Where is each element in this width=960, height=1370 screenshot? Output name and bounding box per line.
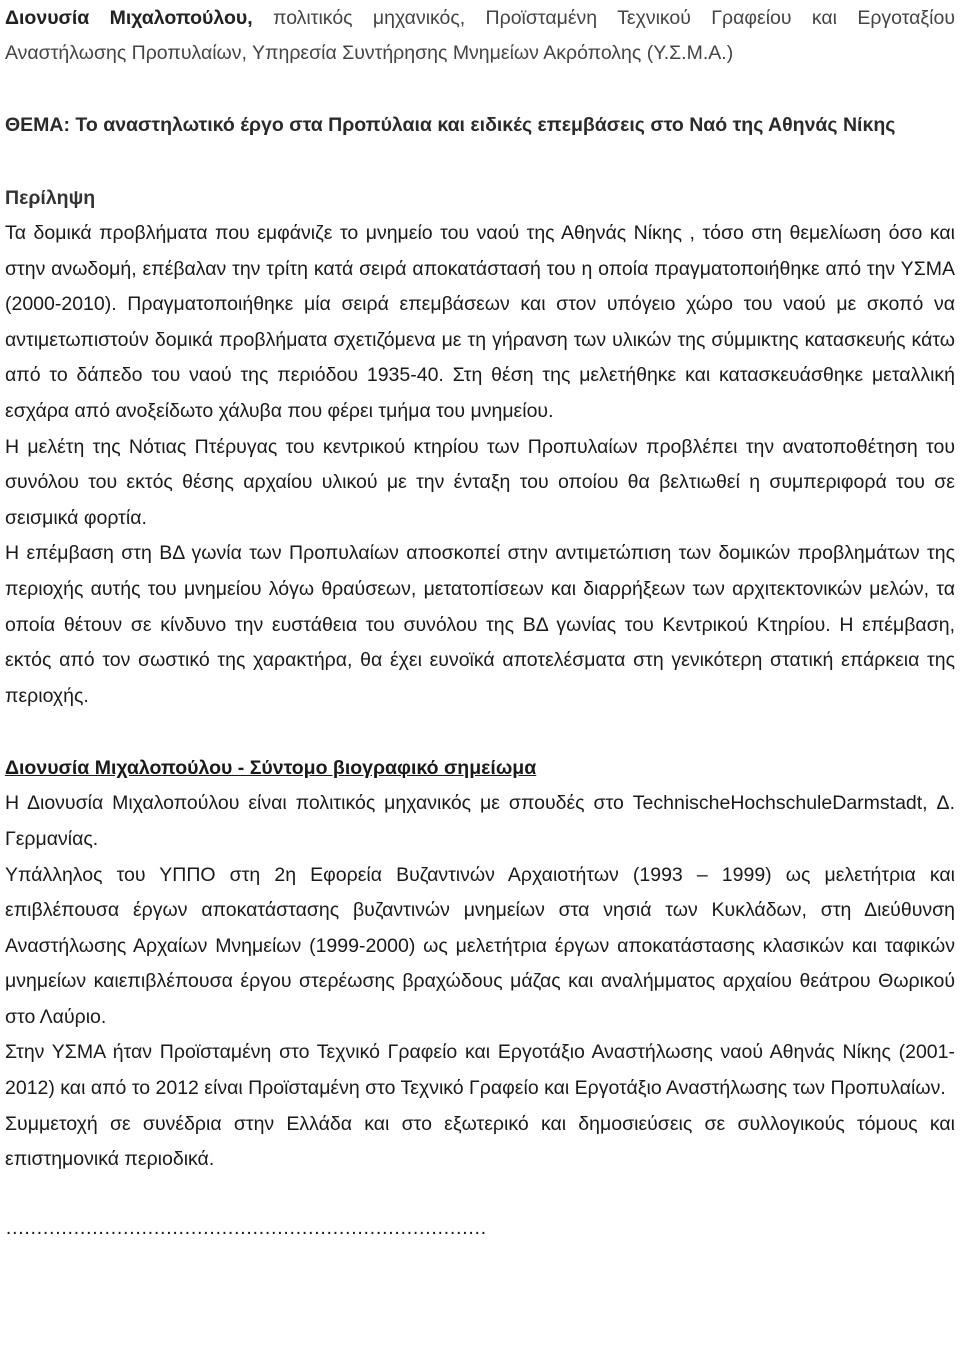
author-description: πολιτικός μηχανικός, Προϊσταμένη Τεχνικού Γραφείου και Εργοταξίου Αναστήλωσης Προπυλαίων, Υπηρεσία Συντήρησης Μνημείων Ακρόπολης (Υ.Σ.Μ.Α.) <box>5 7 956 64</box>
document-theme: ΘΕΜΑ: Το αναστηλωτικό έργο στα Προπύλαια και ειδικές επεμβάσεις στο Ναό της Αθηνάς Νίκης <box>5 114 896 136</box>
bio-paragraph-3: Στην ΥΣΜΑ ήταν Προϊσταμένη στο Τεχνικό Γραφείο και Εργοτάξιο Αναστήλωσης ναού Αθηνάς Νίκης (2001-2012) και από το 2012 είναι Προϊσταμένη στο Τεχνικό Γραφείο και Εργοτάξιο Αναστήλωσης των Προπυλαίων. <box>5 1041 955 1100</box>
summary-paragraph-3: Η επέμβαση στη ΒΔ γωνία των Προπυλαίων αποσκοπεί στην αντιμετώπιση των δομικών προβλημάτων της περιοχής αυτής του μνημείου λόγω θραύσεων, μετατοπίσεων και διαρρήξεων των αρχιτεκτονικών μελών, τα οποία θέτουν σε κίνδυνο την ευστάθεια του συνόλου της ΒΔ γωνίας του Κεντρικού Κτηρίου. Η επέμβαση, εκτός από τον σωστικό της χαρακτήρα, θα έχει ευνοϊκά αποτελέσματα στη γενικότερη στατική επάρκεια της περιοχής. <box>5 542 955 707</box>
summary-paragraph-1: Τα δομικά προβλήματα που εμφάνιζε το μνημείο του ναού της Αθηνάς Νίκης , τόσο στη θεμελίωση όσο και στην ανωδομή, επέβαλαν την τρίτη κατά σειρά αποκατάστασή του η οποία πραγματοποιήθηκε από την ΥΣΜΑ (2000-2010). Πραγματοποιήθηκε μία σειρά επεμβάσεων και στον υπόγειο χώρο του ναού με σκοπό να αντιμετωπιστούν δομικά προβλήματα σχετιζόμενα με τη γήρανση των υλικών της σύμμικτης κατασκευής κάτω από το δάπεδο του ναού της περιόδου 1935-40. Στη θέση της μελετήθηκε και κατασκευάσθηκε μεταλλική εσχάρα από ανοξείδωτο χάλυβα που φέρει τμήμα του μνημείου. <box>5 222 955 422</box>
summary-heading: Περίληψη <box>5 187 96 209</box>
bio-heading: Διονυσία Μιχαλοπούλου - Σύντομο βιογραφικό σημείωμα <box>5 757 537 780</box>
author-header <box>5 0 955 71</box>
bio-paragraph-4: Συμμετοχή σε συνέδρια στην Ελλάδα και στο εξωτερικό και δημοσιεύσεις σε συλλογικούς τόμους και επιστημονικά περιοδικά. <box>5 1112 955 1171</box>
bio-paragraph-1: Η Διονυσία Μιχαλοπούλου είναι πολιτικός μηχανικός με σπουδές στο TechnischeHochschuleDarmstadt, Δ. Γερμανίας. <box>5 792 955 850</box>
spacer <box>5 71 955 108</box>
bio-paragraph-2: Υπάλληλος του ΥΠΠΟ στη 2η Εφορεία Βυζαντινών Αρχαιοτήτων (1993 – 1999) ως μελετήτρια και επιβλέπουσα έργων αποκατάστασης βυζαντινών μνημείων στα νησιά των Κυκλάδων, στη Διεύθυνση Αναστήλωσης Αρχαίων Μνημείων (1999-2000) ως μελετήτρια έργων αποκατάστασης κλασικών και ταφικών μνημείων καιεπιβλέπουσα έργου στερέωσης βραχώδους μάζας και αναλήμματος αρχαίου θεάτρου Θωρικού στο Λαύριο. <box>5 863 955 1028</box>
author-name: Διονυσία Μιχαλοπούλου, <box>5 7 253 29</box>
summary-paragraph-2: Η μελέτη της Νότιας Πτέρυγας του κεντρικού κτηρίου των Προπυλαίων προβλέπει την ανατοποθέτηση του συνόλου του εκτός θέσης αρχαίου υλικού με την ένταξη του οποίου θα βελτιωθεί η συμπεριφορά του σε σεισμικά φορτία. <box>5 435 955 529</box>
footer-dots: …………………………………………………………………… <box>5 1216 486 1239</box>
